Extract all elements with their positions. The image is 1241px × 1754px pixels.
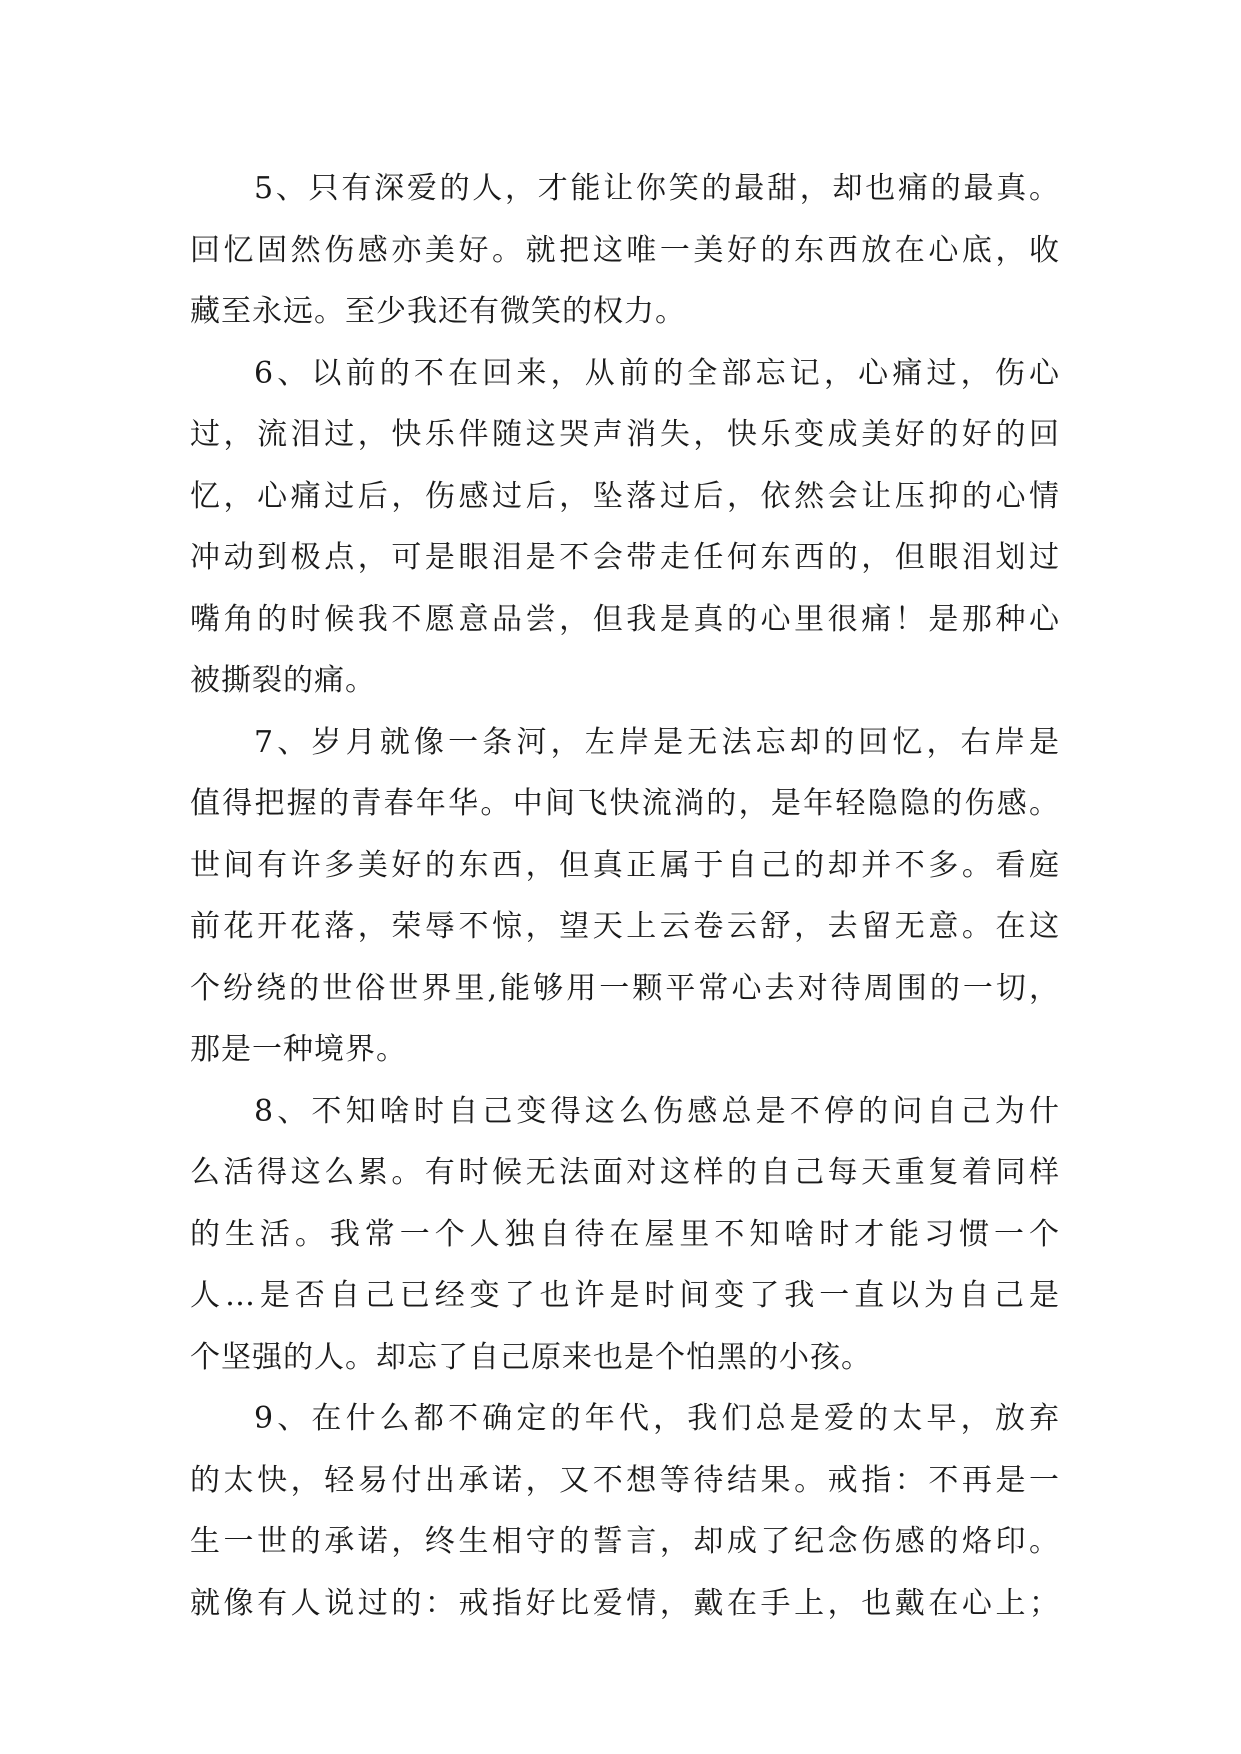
document-body <box>190 158 1070 1634</box>
text-line: 被撕裂的痛。 <box>190 663 376 698</box>
text-line: 的生活。我常一个人独自待在屋里不知啥时才能习惯一个 <box>190 1216 1060 1252</box>
text-line: 嘴角的时候我不愿意品尝，但我是真的心里很痛！是那种心 <box>190 601 1060 637</box>
text-line: 生一世的承诺，终生相守的誓言，却成了纪念伤感的烙印。 <box>190 1524 1060 1559</box>
text-line: 回忆固然伤感亦美好。就把这唯一美好的东西放在心底，收 <box>190 232 1060 268</box>
text-line: 个坚强的人。却忘了自己原来也是个怕黑的小孩。 <box>190 1339 872 1375</box>
text-line: 9、在什么都不确定的年代，我们总是爱的太早，放弃 <box>254 1401 1060 1436</box>
text-line: 么活得这么累。有时候无法面对这样的自己每天重复着同样 <box>190 1155 1060 1190</box>
text-line: 前花开花落，荣辱不惊，望天上云卷云舒，去留无意。在这 <box>190 909 1060 944</box>
text-line: 过，流泪过，快乐伴随这哭声消失，快乐变成美好的好的回 <box>190 417 1060 452</box>
text-line: 5、只有深爱的人，才能让你笑的最甜，却也痛的最真。 <box>254 171 1060 206</box>
text-line: 就像有人说过的：戒指好比爱情，戴在手上，也戴在心上； <box>190 1585 1060 1621</box>
text-line: 7、岁月就像一条河，左岸是无法忘却的回忆，右岸是 <box>254 724 1060 760</box>
text-line: 藏至永远。至少我还有微笑的权力。 <box>190 294 686 329</box>
text-line: 的太快，轻易付出承诺，又不想等待结果。戒指：不再是一 <box>190 1462 1060 1498</box>
text-line: 忆，心痛过后，伤感过后，坠落过后，依然会让压抑的心情 <box>190 478 1060 514</box>
text-line: 个纷绕的世俗世界里,能够用一颗平常心去对待周围的一切， <box>190 970 1060 1006</box>
text-line: 6、以前的不在回来，从前的全部忘记，心痛过，伤心 <box>254 355 1060 391</box>
text-line: 人…是否自己已经变了也许是时间变了我一直以为自己是 <box>190 1278 1060 1313</box>
text-line: 世间有许多美好的东西，但真正属于自己的却并不多。看庭 <box>190 847 1060 883</box>
text-line: 那是一种境界。 <box>190 1032 407 1067</box>
text-line: 冲动到极点，可是眼泪是不会带走任何东西的，但眼泪划过 <box>190 540 1060 575</box>
text-line: 8、不知啥时自己变得这么伤感总是不停的问自己为什 <box>254 1093 1060 1129</box>
text-line: 值得把握的青春年华。中间飞快流淌的，是年轻隐隐的伤感。 <box>190 786 1060 821</box>
